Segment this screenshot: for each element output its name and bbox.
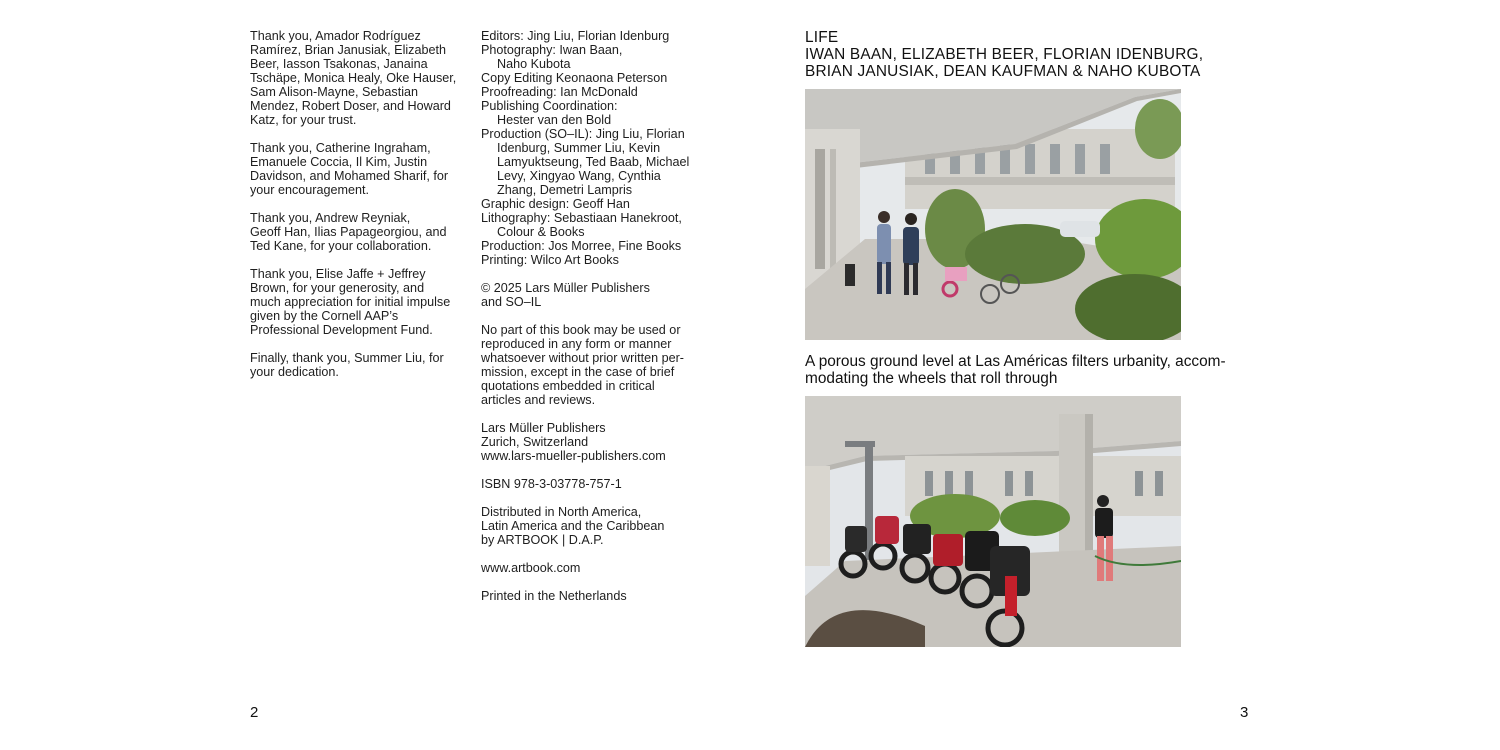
section-title-line: LIFE	[805, 29, 839, 46]
courtyard-illustration	[805, 89, 1181, 340]
photo-caption	[805, 353, 1265, 387]
caption-line: modating the wheels that roll through	[805, 370, 1058, 387]
publisher-address: Lars Müller Publishers Zurich, Switzerland www.lars-mueller-publishers.com	[481, 421, 666, 463]
copyright-notice: © 2025 Lars Müller Publishers and SO–IL	[481, 281, 650, 309]
distribution-notice: Distributed in North America, Latin America and the Caribbean by ARTBOOK | D.A.P.	[481, 505, 665, 547]
colophon-column	[481, 29, 711, 617]
rights-notice: No part of this book may be used or reproduced in any form or manner whatsoever without prior written per- mission, except in the case of brief quotations embedded in critical articles and reviews.	[481, 323, 684, 407]
motorbikes-illustration	[805, 396, 1181, 647]
ack-paragraph-3: Thank you, Andrew Reyniak, Geoff Han, Ilias Papageorgiou, and Ted Kane, for your collaboration.	[250, 211, 447, 253]
ack-paragraph-2: Thank you, Catherine Ingraham, Emanuele Coccia, Il Kim, Justin Davidson, and Mohamed Sharif, for your encouragement.	[250, 141, 449, 197]
section-title	[805, 29, 1265, 80]
photo-parked-motorbikes	[805, 396, 1181, 647]
acknowledgements-column	[250, 29, 475, 393]
photo-courtyard-walkway	[805, 89, 1181, 340]
contributors-line: BRIAN JANUSIAK, DEAN KAUFMAN & NAHO KUBOTA	[805, 63, 1201, 80]
ack-paragraph-1: Thank you, Amador Rodríguez Ramírez, Brian Janusiak, Elizabeth Beer, Iasson Tsakonas, Janaina Tschäpe, Monica Healy, Oke Hauser, Sam Alison-Mayne, Sebastian Mendez, Robert Doser, and Howard Katz, for your trust.	[250, 29, 457, 127]
distributor-website: www.artbook.com	[481, 561, 581, 575]
credits-block: Editors: Jing Liu, Florian Idenburg Photography: Iwan Baan, Naho Kubota Copy Editing Keonaona Peterson Proofreading: Ian McDonald Publishing Coordination: Hester van den Bold Production (SO–IL): Jing Liu, Florian Idenburg, Summer Liu, Kevin Lamyuktseung, Ted Baab, Michael Levy, Xingyao Wang, Cynthia Zhang, Demetri Lampris Graphic design: Geoff Han Lithography: Sebastiaan Hanekroot, Colour & Books Production: Jos Morree, Fine Books Printing: Wilco Art Books	[481, 29, 690, 267]
caption-line: A porous ground level at Las Américas filters urbanity, accom-	[805, 353, 1226, 370]
ack-paragraph-4: Thank you, Elise Jaffe + Jeffrey Brown, for your generosity, and much appreciation for initial impulse given by the Cornell AAP’s Professional Development Fund.	[250, 267, 451, 337]
page-number-right: 3	[1240, 704, 1249, 721]
printed-in: Printed in the Netherlands	[481, 589, 627, 603]
ack-paragraph-5: Finally, thank you, Summer Liu, for your dedication.	[250, 351, 444, 379]
contributors-line: IWAN BAAN, ELIZABETH BEER, FLORIAN IDENBURG,	[805, 46, 1204, 63]
isbn: ISBN 978-3-03778-757-1	[481, 477, 622, 491]
page-number-left: 2	[250, 704, 259, 721]
